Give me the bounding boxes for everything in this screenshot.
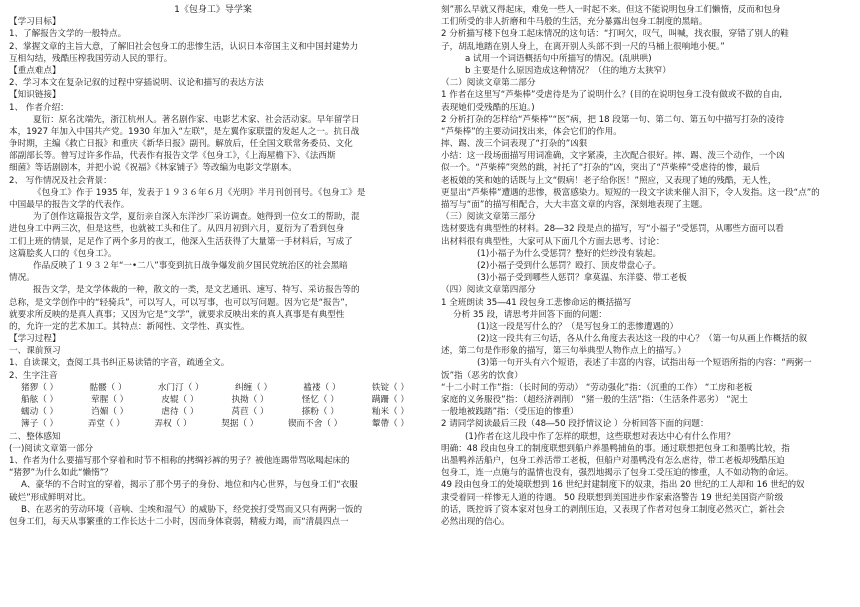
- text-line: 必然出现的信心。: [441, 516, 510, 527]
- text-line: 部副部长等。曾写过许多作品，代表作有报告文学《包身工》，《上海屋檐下》、《法西斯: [9, 151, 336, 162]
- section-heading-part-three: （三）阅读文章第三部分: [441, 212, 536, 223]
- text-line: 进包身工中两三次，但是这些，也就被工头和住了。从四月初到六月，夏衍为了看到包身: [9, 224, 345, 235]
- text-line: 工们上班的情景，足足作了两个多月的夜工，他深入生活获得了大量第一手材料后，写成了: [9, 236, 353, 247]
- text-line: 工们所受的非人折磨和牛马般的生活，充分暴露出包身工制度的黑暗。: [441, 17, 708, 28]
- left-column: [9, 4, 417, 528]
- text-line: 更显出“芦柴棒”遭遇的悲惨，极富感染力。短短的一段文字读来催人泪下，令人发指。这一段“点”的: [441, 187, 820, 198]
- pinyin-item: 契据（ ）: [221, 419, 259, 430]
- pinyin-item: 蹒跚（ ）: [371, 395, 409, 405]
- text-line: (2)小福子受到什么惩罚？殴打、顶皮带盘心子。: [477, 260, 662, 271]
- text-line: 分析 35 段，请思考并回答下面的问题：: [453, 309, 607, 320]
- text-line: (3)第一句开头有六个短语，表述了丰富的内容，试指出每一个短语所指的内容：“两粥一: [477, 358, 812, 369]
- text-line: B、在恶劣的劳动环境（音响、尘埃和湿气）的威胁下，经党挨打受骂而又只有两粥一饭的: [21, 504, 363, 515]
- pinyin-item: 褴褛（ ）: [303, 382, 341, 393]
- text-line: 摔、踢、泼三个词表现了“打杂的”凶狠: [441, 139, 588, 150]
- text-line: (一)阅读文章第一部分: [9, 443, 94, 454]
- pinyin-item: 荤腥（ ）: [91, 395, 129, 405]
- text-line: 就要求所反映的是真人真事；又因为它是“文学”，就要求反映出来的真人真事是有典型性: [9, 309, 345, 320]
- text-line: 隶受着同一样惨无人道的待遇。 50 段联想到美国进步作家索洛警告 19 世纪美国资产阶级: [441, 492, 784, 503]
- text-line: 的话，既控诉了资本家对包身工的剥削压迫，又表现了作者对包身工制度必然灭亡，新社会: [441, 504, 785, 515]
- text-line: 争时期，主编《救亡日报》和重庆《新华日报》副刊。解放后，任全国文联常务委员、文化: [9, 139, 353, 150]
- text-line: “芦柴棒”的主要动词找出来，体会它们的作用。: [441, 126, 622, 137]
- pinyin-item: 锲而不舍（ ）: [287, 419, 343, 430]
- text-line: 的，允许一定的艺术加工。其特点：新闻性、文学性、真实性。: [9, 321, 250, 332]
- text-line: 2、生字注音: [9, 370, 58, 381]
- pinyin-item: 铁锭（ ）: [371, 382, 409, 393]
- section-heading-part-four: （四）阅读文章第四部分: [441, 285, 536, 296]
- text-line: 刻”那么早就又得起床，难免一些人一时起不来。但这不能说明包身工们懒惰，反而和包身: [441, 5, 781, 15]
- text-line: “十二小时工作”指：（长时间的劳动） “劳动强化”指：（沉重的工作） “工房和老板: [441, 382, 753, 393]
- text-line: 包身工，连一点施与的温情也没有，强烈地揭示了包身工受压迫的惨重，人不如动物的命运。: [441, 468, 794, 479]
- pinyin-item: 莴苣（ ）: [231, 407, 269, 418]
- pinyin-item: 诌媚（ ）: [91, 407, 129, 418]
- text-line: 明确：48 段由包身工的制度联想到船户养墨鸭捕鱼的事。通过联想把包身工和墨鸭比较，指: [441, 443, 790, 454]
- text-line: (1)这一段是写什么的？（是写包身工的悲惨遭遇的）: [477, 321, 679, 332]
- text-line: 夏衍：原名沈端先，浙江杭州人。著名剧作家、电影艺术家、社会活动家。早年留学日: [33, 114, 360, 125]
- text-line: 2 请同学阅读最后三段（48―50 段抒情议论 ）分析回答下面的问题：: [441, 419, 709, 430]
- text-line: 中国最早的报告文学的代表作。: [9, 200, 130, 210]
- text-line: 总称，是文学创作中的“轻骑兵”，可以写人，可以写事，也可以写问题。因为它是“报告”，: [9, 297, 354, 308]
- pinyin-row: [9, 418, 417, 430]
- text-line: 一、课前预习: [9, 346, 61, 357]
- text-line: 出墨鸭养活船户，包身工养活带工老板，但船户对墨鸭没有怎么虐待，带工老板却残酷压迫: [441, 455, 785, 466]
- section-heading-part-two: （二）阅读文章第二部分: [441, 78, 536, 89]
- text-line: (1)作者在这儿段中作了怎样的联想，这些联想对表达中心有什么作用？: [465, 431, 735, 442]
- text-line: 1、作者为什么要描写那个穿着和时节不相称的拷绸衫裤的男子？被他连踢带骂吆喝起床的: [9, 455, 350, 466]
- pinyin-item: 虐待（ ）: [161, 407, 199, 418]
- section-heading-goals: 【学习目标】: [9, 17, 61, 28]
- text-line: 一般地被践踏”指：（受压迫的惨重）: [441, 407, 579, 418]
- text-line: 本，1927 年加入中国共产党。1930 年加入“左联”，是左翼作家联盟的发起人之一。抗日战: [9, 126, 360, 137]
- section-heading-process: 【学习过程】: [9, 334, 61, 345]
- text-line: 表现她们受残酷的压迫。): [441, 102, 535, 113]
- text-line: 作品反映了１９３２年“一•二八”事变到抗日战争爆发前夕国民党统治区的社会黑暗: [33, 260, 348, 271]
- text-line: 为了创作这篇报告文学，夏衍亲自深入东洋沙厂采访调查。她得到一位女工的帮助，混: [33, 212, 360, 223]
- pinyin-item: 怪忆（ ）: [301, 395, 339, 405]
- text-line: 2 分析打杂的怎样给“芦柴棒”“医”病，把 18 段第一句、第二句、第五句中描写打杂的凌待: [441, 114, 785, 125]
- text-line: 1、了解报告文学的一般特点。: [9, 29, 127, 40]
- text-line: 1、自读课文，查阅工具书纠正易读错的字音，疏通全文。: [9, 358, 230, 369]
- pinyin-row: [9, 406, 417, 418]
- text-line: “猪猡”为什么如此“懒惰”？: [9, 468, 113, 479]
- text-line: 《包身工》作于 1935 年，发表于１９３６年６月《光明》半月刊创刊号。《包身工》是: [33, 187, 366, 198]
- text-line: 2、掌握文章的主旨大意，了解旧社会包身工的悲惨生活，认识日本帝国主义和中国封建势力: [9, 41, 359, 52]
- text-line: 述，第二句是作形象的描写，第三句举典型人物作点上的描写。）: [441, 346, 686, 357]
- text-line: b 主要是什么原因造成这种情况？（住的地方太狭窄）: [465, 65, 671, 76]
- text-line: 2、 写作情况及社会背景：: [9, 175, 112, 186]
- pinyin-item: 骷髅（ ）: [89, 382, 127, 393]
- pinyin-item: 纠缠（ ）: [234, 382, 273, 393]
- pinyin-item: 弄权（ ）: [154, 419, 192, 430]
- pinyin-item: 籼米（ ）: [371, 407, 409, 418]
- right-column: [441, 4, 853, 528]
- pinyin-item: 颦帶（ ）: [371, 419, 409, 430]
- text-line: 子，胡乱地踏在别人身上，在离开别人头部不到一尺的马桶上很响地小便。”: [441, 41, 725, 52]
- pinyin-item: 弄堂（ ）: [87, 419, 125, 430]
- section-heading-key-points: 【重点难点】: [9, 65, 61, 76]
- page-title: 1《包身工》导学案: [174, 5, 252, 15]
- text-line: 破烂”形成鲜明对比。: [9, 492, 91, 503]
- text-line: (3)小福子受到哪些人惩罚？拿莫温、东洋婆、带工老板: [477, 273, 687, 284]
- text-line: 出材料很有典型性，大家可从下面几个方面去思考、讨论：: [441, 236, 665, 247]
- pinyin-row: [9, 382, 417, 394]
- text-line: 这篇脍炙人口的《包身工》。: [9, 248, 117, 259]
- text-line: 小结：这一段场面描写用词准确，文字紧凑，主次配合很好。摔、踢、泼三个动作，一个凶: [441, 151, 785, 162]
- text-line: A、豪华的不合时宜的穿着，揭示了那个男子的身份、地位和内心世界，与包身工们“衣服: [21, 480, 358, 491]
- text-line: 报告文学，是文学体裁的一种，散文的一类，是文艺通讯、速写、特写、采访报告等的: [33, 285, 360, 296]
- text-line: 老板娘的笑和她的话既与上文“假病！老子给你医！”照应，又表现了她的残酷，无人性，: [441, 175, 777, 186]
- pinyin-item: 猪猡（ ）: [21, 382, 59, 393]
- pinyin-item: 执拗（ ）: [231, 395, 269, 405]
- text-line: 互相勾结，残酷压榨我国劳动人民的罪行。: [9, 53, 173, 64]
- text-line: 家庭的义务服役”指：（超经济剥削） “猪一般的生活”指：（生活条件恶劣） “泥土: [441, 395, 748, 405]
- text-line: a 试用一个词语概括句中所描写的情况。(乱哄哄): [465, 53, 652, 64]
- text-line: 选材要选有典型性的材料。28―32 段是点的描写，写“小福子”受惩罚，从哪些方面可以看: [441, 224, 784, 235]
- text-line: 1、 作者介绍：: [9, 102, 69, 113]
- text-line: (2)这一段共有三句话，各从什么角度去表达这一段的中心？（第一句从画上作概括的叙: [477, 334, 808, 345]
- text-line: (1)小福子为什么受惩罚？整好的烂纱没有装起。: [477, 248, 662, 259]
- text-line: 包身工们，每天从事繁重的工作长达十二小时，因而身体衰弱，精疲力竭，而“清晨四点一: [9, 516, 349, 527]
- text-line: 1 作者在这里写“芦柴棒”受虐待是为了说明什么？(目的在说明包身工没有做或不做的自由,: [441, 90, 783, 101]
- text-line: 情况。: [9, 273, 35, 284]
- text-line: 饭”指（恶劣的饮食）: [441, 370, 523, 381]
- text-line: 细菌》等话剧剧本，并把小说《祝福》《林家铺子》等改编为电影文学剧本。: [9, 163, 297, 174]
- text-line: 1 全班朗读 35―41 段包身工悲惨命运的概括描写: [441, 297, 632, 308]
- pinyin-item: 皮辊（ ）: [161, 395, 199, 405]
- text-line: 似一个。“芦柴棒”突然的跳，衬托了“打杂的”凶，突出了“芦柴棒”受虐待的惨，最后: [441, 163, 760, 174]
- section-heading-knowledge: 【知识链接】: [9, 90, 61, 101]
- pinyin-item: 搽粉（ ）: [301, 407, 339, 418]
- text-line: 描写与“面”的描写相配合，大大丰富文章的内容，深刻地表现了主题。: [441, 200, 708, 210]
- text-line: 2、学习本文在复杂记叙的过程中穿插说明、议论和描写的表达方法: [9, 78, 264, 89]
- text-line: 49 段由包身工的处境联想到 16 世纪封建制度下的奴隶，指出 20 世纪的工人却和 16 世纪的奴: [441, 480, 805, 491]
- pinyin-row: [9, 394, 417, 406]
- pinyin-item: 簿子（ ）: [21, 419, 59, 430]
- section-heading-overview: 二、整体感知: [9, 431, 61, 442]
- pinyin-item: 水门汀（ ）: [157, 382, 204, 393]
- text-line: 2 分析描写楼下包身工起床情况的这句话：“打呵欠，叹气，叫喊，找衣服，穿错了别人的鞋: [441, 29, 789, 40]
- pinyin-item: 蠕动（ ）: [21, 407, 59, 418]
- pinyin-item: 船舷（ ）: [21, 395, 59, 405]
